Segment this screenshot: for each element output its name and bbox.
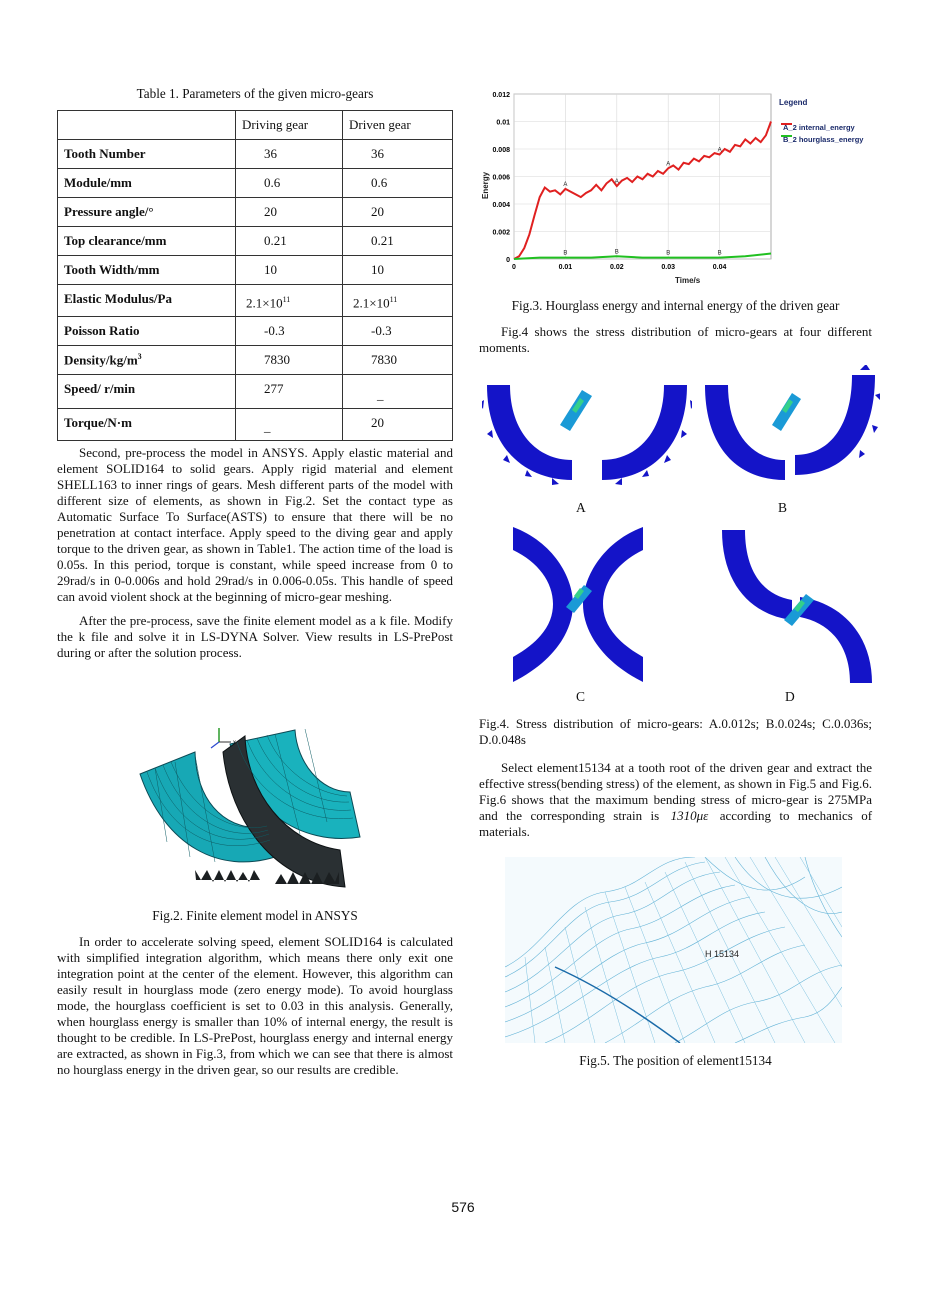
- paragraph-preprocess: Second, pre-process the model in ANSYS. Apply elastic material and element SOLID164 to solid gears. Apply rigid material and element SHELL163 to inner rings of gears. Mesh different parts of the model with different size of elements, as shown in Fig.2. Set the contact type as Automatic Surface To Surface(ASTS) to ensure that there will be no penetration at contact interface. Apply speed to the diving gear and apply torque to the driven gear, as shown in Table1. The action time of the load is 0.05s. In this period, torque is constant, while speed increase from 0 to 29rad/s in 0-0.006s and hold 29rad/s in 0.006-0.05s. This handle of speed can avoid violent shock at the beginning of micro-gear meshing.: [57, 445, 453, 604]
- fig4-label-c: C: [576, 689, 586, 704]
- density-exponent: 3: [137, 352, 142, 361]
- parameters-table: [57, 110, 453, 441]
- legend-title: Legend: [779, 98, 808, 107]
- strain-value: 1310με: [670, 808, 709, 823]
- fig5-mesh-image: [505, 857, 842, 1043]
- y-tick-label: 0.006: [492, 174, 510, 182]
- cell-driving: -0.3: [236, 317, 343, 346]
- cell-driving: 20: [236, 198, 343, 227]
- row-label: Module/mm: [58, 169, 236, 198]
- table-row: [58, 346, 453, 375]
- paragraph-element-selection: [479, 760, 872, 840]
- cell-driving: 10: [236, 256, 343, 285]
- cell-driving: 0.21: [236, 227, 343, 256]
- cell-driving: 7830: [236, 346, 343, 375]
- cell-driving: 0.6: [236, 169, 343, 198]
- fig2-caption: Fig.2. Finite element model in ANSYS: [152, 908, 358, 923]
- series-marker-label: B: [666, 250, 671, 257]
- paragraph-text-b: according to mechanics of materials.: [479, 808, 873, 839]
- x-tick-label: 0.04: [712, 264, 727, 271]
- fig4-stress-image-c: [508, 522, 648, 687]
- table-header-cell: Driven gear: [343, 111, 453, 140]
- density-label: Density/kg/m: [64, 352, 138, 368]
- fig4-stress-image-a: [482, 370, 692, 490]
- fig4-label-b: B: [778, 500, 788, 515]
- row-label: Speed/ r/min: [58, 375, 236, 409]
- page-number: 576: [451, 1199, 475, 1215]
- series-marker-label: A: [563, 181, 568, 188]
- x-tick-label: 0.02: [609, 264, 624, 271]
- cell-driving: 277: [236, 375, 343, 409]
- fig2-fe-model-image: [135, 722, 370, 902]
- legend-entry-internal: [781, 123, 856, 132]
- fig5-caption: Fig.5. The position of element15134: [579, 1053, 772, 1068]
- cell-driven: 36: [343, 140, 453, 169]
- series-marker-label: A: [614, 179, 619, 186]
- cell-driven: -0.3: [343, 317, 453, 346]
- x-tick-label: 0.03: [661, 264, 676, 271]
- cell-driven: 20: [343, 198, 453, 227]
- table-header-cell: [58, 111, 236, 140]
- table-row: [58, 140, 453, 169]
- paragraph-kfile: After the pre-process, save the finite element model as a k file. Modify the k file and solve it in LS-DYNA Solver. View results in LS-PrePost during or after the solution process.: [57, 613, 453, 660]
- x-tick-label: 0.01: [558, 264, 573, 271]
- modulus-value: 2.1×10: [353, 295, 390, 311]
- table-row: [58, 409, 453, 441]
- element-label: H 15134: [705, 949, 740, 959]
- row-label: [58, 346, 236, 375]
- paragraph-hourglass: In order to accelerate solving speed, element SOLID164 is calculated with simplified integration algorithm, which means there only exit one integration point at the center of the element. However, this algorithm can easily result in hourglass mode (zero energy mode). To avoid hourglass mode, the hourglass coefficient is set to 0.03 in this analysis. Generally, when hourglass energy is smaller than 10% of internal energy, the result is thought to be credible. In LS-PrePost, hourglass energy and internal energy are extracted, as shown in Fig.3, from which we can see that there is almost no hourglass energy in the driven gear, so our results are credible.: [57, 934, 453, 1077]
- left-column: [57, 84, 453, 661]
- fig4-caption: Fig.4. Stress distribution of micro-gears: A.0.012s; B.0.024s; C.0.036s; D.0.048s: [479, 716, 872, 747]
- series-marker-label: A: [717, 147, 722, 154]
- y-tick-label: 0.01: [496, 119, 510, 127]
- table-row: [58, 227, 453, 256]
- cell-driven: [343, 285, 453, 317]
- row-label: Poisson Ratio: [58, 317, 236, 346]
- modulus-exponent: 11: [282, 295, 291, 304]
- row-label: Top clearance/mm: [58, 227, 236, 256]
- row-label: Elastic Modulus/Pa: [58, 285, 236, 317]
- y-tick-label: 0.002: [492, 229, 510, 237]
- row-label: Tooth Number: [58, 140, 236, 169]
- x-tick-label: 0: [512, 264, 516, 271]
- fig3-energy-chart: [479, 84, 874, 294]
- legend-label-hourglass: B_2 hourglass_energy: [783, 135, 864, 144]
- fig4-stress-image-b: [700, 365, 880, 490]
- modulus-exponent: 11: [389, 295, 398, 304]
- table1-caption: Table 1. Parameters of the given micro-gears: [136, 86, 374, 101]
- cell-driven: 10: [343, 256, 453, 285]
- y-axis-label: Energy: [481, 171, 490, 199]
- series-marker-label: B: [614, 249, 619, 256]
- table-row: [58, 375, 453, 409]
- fig4-stress-image-d: [712, 525, 877, 685]
- fig4-label-a: A: [576, 500, 586, 515]
- y-tick-label: 0.004: [492, 202, 510, 209]
- series-marker-label: B: [563, 250, 568, 257]
- legend-entry-hourglass: [781, 135, 864, 144]
- row-label: Pressure angle/°: [58, 198, 236, 227]
- row-label: Tooth Width/mm: [58, 256, 236, 285]
- series-marker-label: B: [717, 250, 722, 257]
- table-header-cell: Driving gear: [236, 111, 343, 140]
- x-axis-label: Time/s: [675, 276, 701, 285]
- cell-driven: 0.6: [343, 169, 453, 198]
- cell-driven: _: [343, 375, 453, 409]
- y-tick-label: 0: [506, 257, 510, 264]
- cell-driving: _: [236, 409, 343, 441]
- cell-driven: 20: [343, 409, 453, 441]
- table-row: [58, 198, 453, 227]
- paragraph-fig4-intro: Fig.4 shows the stress distribution of micro-gears at four different moments.: [479, 324, 872, 355]
- table-row: [58, 317, 453, 346]
- cell-driving: 36: [236, 140, 343, 169]
- modulus-value: 2.1×10: [246, 295, 283, 311]
- table-header-row: [58, 111, 453, 140]
- series-marker-label: A: [666, 161, 671, 168]
- y-tick-label: 0.012: [492, 92, 510, 99]
- fig3-caption: Fig.3. Hourglass energy and internal energy of the driven gear: [511, 298, 840, 313]
- cell-driven: 7830: [343, 346, 453, 375]
- table-row: [58, 256, 453, 285]
- y-tick-label: 0.008: [492, 147, 510, 154]
- table-row: [58, 169, 453, 198]
- table-row: [58, 285, 453, 317]
- cell-driving: [236, 285, 343, 317]
- fig4-label-d: D: [785, 689, 795, 704]
- cell-driven: 0.21: [343, 227, 453, 256]
- paragraph-text-a: Select element15134 at a tooth root of the driven gear and extract the effective stress(bending stress) of the element, as shown in Fig.5 and Fig.6. Fig.6 shows that the maximum bending stress of micro-gear is 275MPa and the corresponding strain is: [479, 760, 872, 823]
- row-label: Torque/N·m: [58, 409, 236, 441]
- legend-label-internal: A_2 internal_energy: [783, 123, 855, 132]
